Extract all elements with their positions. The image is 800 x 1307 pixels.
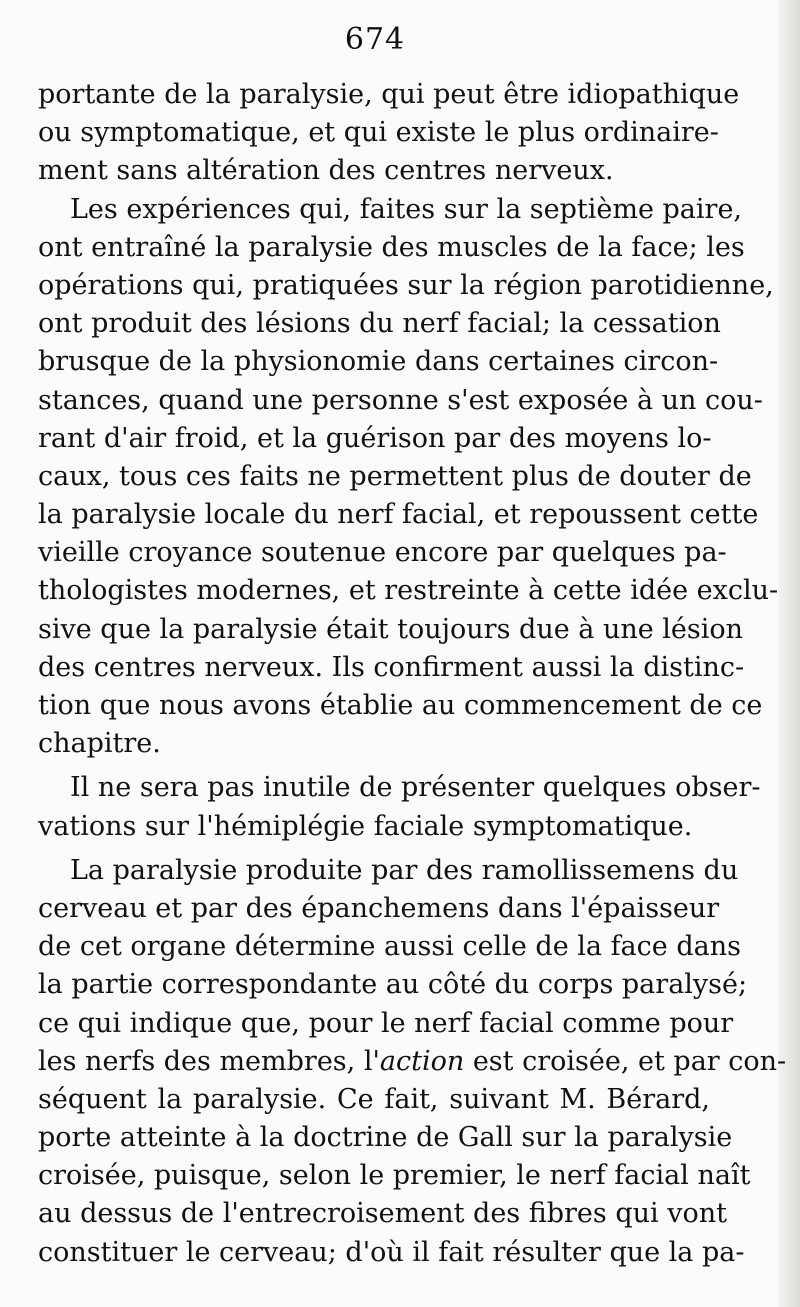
text-line: ou symptomatique, et qui existe le plus ordinaire- [38, 117, 719, 149]
text-line: chapitre. [38, 728, 161, 760]
text-line: croisée, puisque, selon le premier, le nerf facial naît [38, 1160, 751, 1192]
text-line: sive que la paralysie était toujours due à une lésion [38, 613, 744, 645]
text-line: thologistes modernes, et restreinte à cette idée exclu- [38, 575, 779, 607]
text-line: tion que nous avons établie au commencement de ce [38, 690, 763, 721]
text-line: portante de la paralysie, qui peut être idiopathique [38, 79, 740, 110]
text-line: au dessus de l'entrecroisement des fibres qui vont [38, 1198, 727, 1230]
text-line: rant d'air froid, et la guérison par des moyens lo- [38, 422, 712, 454]
text-line: porte atteinte à la doctrine de Gall sur la paralysie [38, 1122, 733, 1154]
text-line: la paralysie locale du nerf facial, et repoussent cette [38, 499, 759, 531]
text-line: ce qui indique que, pour le nerf facial comme pour [38, 1007, 734, 1039]
text-line: constituer le cerveau; d'où il fait résulter que la pa- [38, 1236, 745, 1268]
line-tail: est croisée, et par con- [464, 1045, 787, 1077]
text-line: brusque de la physionomie dans certaines circon- [38, 346, 719, 378]
text-line: vieille croyance soutenue encore par quelques pa- [38, 537, 727, 569]
paragraph-3 [38, 769, 761, 845]
text-line: stances, quand une personne s'est exposée à un cou- [38, 384, 763, 416]
text-line: Il ne sera pas inutile de présenter quelques obser- [70, 772, 761, 804]
italic-word: action [379, 1045, 465, 1077]
body-text [38, 76, 787, 1272]
text-line: de cet organe détermine aussi celle de la face dans [38, 931, 741, 963]
paragraph-4 [38, 852, 787, 1272]
page-number: 674 [344, 22, 406, 57]
text-line: séquent la paralysie. Ce fait, suivant M. Bérard, [38, 1083, 710, 1115]
text-line: ment sans altération des centres nerveux. [38, 155, 614, 187]
text-line: vations sur l'hémiplégie faciale symptomatique. [38, 810, 693, 842]
text-line: Les expériences qui, faites sur la septième paire, [70, 193, 743, 225]
page-edge-shadow [778, 0, 800, 1307]
text-line-with-italic [38, 1043, 787, 1081]
text-line: la partie correspondante au côté du corps paralysé; [38, 969, 748, 1001]
text-line: opérations qui, pratiquées sur la région parotidienne, [38, 269, 774, 301]
line-head: les nerfs des membres, l' [38, 1045, 380, 1077]
text-line: ont entraîné la paralysie des muscles de la face; les [38, 231, 745, 263]
paragraph-1 [38, 76, 740, 191]
text-line: La paralysie produite par des ramollissemens du [70, 854, 739, 886]
text-line: ont produit des lésions du nerf facial; la cessation [38, 308, 721, 340]
text-line: cerveau et par des épanchemens dans l'épaisseur [38, 892, 720, 924]
paragraph-2 [38, 191, 779, 764]
text-line: caux, tous ces faits ne permettent plus de douter de [38, 460, 752, 492]
text-line: des centres nerveux. Ils confirment aussi la distinc- [38, 651, 745, 683]
